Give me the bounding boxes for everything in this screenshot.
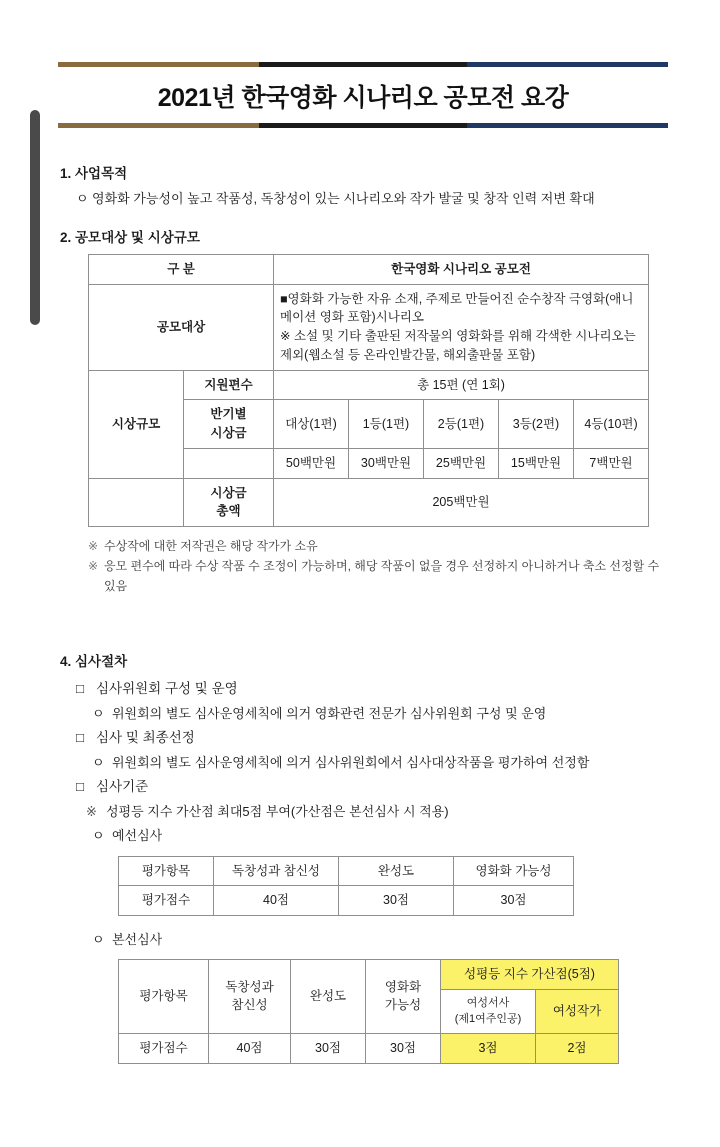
prize-amount-0: 50백만원 [274,448,349,478]
prize-rank-3: 3등(2편) [499,400,574,449]
prelim-row-label-score: 평가점수 [119,886,214,916]
title-top-rule [58,62,668,67]
section-purpose [58,162,668,210]
line-marker: ㅇ [92,706,105,722]
final-gender-sub-0: 여성서사 (제1여주인공) [441,989,536,1033]
rule-segment-navy [467,62,668,67]
eligibility-note-0 [88,537,668,557]
prize-rank-1: 1등(1편) [349,400,424,449]
line-text: 위원회의 별도 심사운영세칙에 의거 영화관련 전문가 심사위원회 구성 및 운영 [112,706,547,722]
prize-rank-0: 대상(1편) [274,400,349,449]
entry-count-value: 총 15편 (연 1회) [274,370,649,400]
line-text: 심사위원회 구성 및 운영 [96,681,238,697]
eligibility-note-1 [88,557,668,597]
col-header-division: 구 분 [89,254,274,284]
prelim-label [92,824,668,848]
final-table [118,959,619,1064]
rule-segment-navy-2 [467,123,668,128]
target-desc-line1: ■영화화 가능한 자유 소재, 주제로 만들어진 순수창작 극영화(애니메이션 영화 포함)시나리오 [280,291,634,325]
final-col-1: 완성도 [291,960,366,1034]
judging-note [86,800,668,824]
final-gender-score-1: 2점 [536,1033,619,1063]
table-row [119,960,619,990]
note-marker: ※ [86,804,97,820]
prize-amount-1: 30백만원 [349,448,424,478]
prelim-table [118,856,574,917]
line-text: 예선심사 [112,828,163,844]
section-purpose-heading: 1. 사업목적 [60,166,128,181]
rule-segment-brown [58,62,259,67]
line-text: 본선심사 [112,932,163,948]
note-text: 성평등 지수 가산점 최대5점 부여(가산점은 본선심사 시 적용) [106,804,449,820]
prelim-row-label-item: 평가항목 [119,856,214,886]
prize-amount-2: 25백만원 [424,448,499,478]
note-text: 응모 편수에 따라 수상 작품 수 조정이 가능하며, 해당 작품이 없을 경우 선정하지 아니하거나 축소 선정할 수 있음 [104,558,660,593]
line-text: 심사 및 최종선정 [96,730,195,746]
title-bottom-rule [58,123,668,128]
final-col-0: 독창성과 참신성 [209,960,291,1034]
final-gender-header: 성평등 지수 가산점(5점) [441,960,619,990]
prelim-score-1: 30점 [339,886,454,916]
judging-line-0 [76,677,668,702]
row-label-half-prize: 반기별 시상금 [184,400,274,449]
row-label-total-prize: 시상금 총액 [184,478,274,527]
final-score-0: 40점 [209,1033,291,1063]
prelim-col-2: 영화화 가능성 [454,856,574,886]
title-block [58,62,668,128]
judging-line-2 [76,726,668,751]
section-purpose-text: 영화화 가능성이 높고 작품성, 독창성이 있는 시나리오와 작가 발굴 및 창작 인력 저변 확대 [92,191,595,206]
row-label-entry-count: 지원편수 [184,370,274,400]
prize-rank-2: 2등(1편) [424,400,499,449]
final-gender-score-0: 3점 [441,1033,536,1063]
note-text: 수상작에 대한 저작권은 해당 작가가 소유 [104,539,318,554]
line-marker: ㅇ [92,932,105,948]
rule-segment-dark [259,62,466,67]
final-score-1: 30점 [291,1033,366,1063]
prize-amount-label-spacer [184,448,274,478]
line-marker: □ [76,730,85,746]
bullet-marker: ㅇ [76,191,89,206]
final-score-2: 30점 [366,1033,441,1063]
final-row-label-item: 평가항목 [119,960,209,1034]
final-table-wrap [118,959,618,1064]
judging-line-3 [92,751,668,775]
line-marker: □ [76,779,85,795]
section-eligibility-heading: 2. 공모대상 및 시상규모 [60,229,200,245]
table-row [119,1033,619,1063]
prelim-score-0: 40점 [214,886,339,916]
row-label-target: 공모대상 [89,284,274,370]
table-row [89,254,649,284]
prelim-score-2: 30점 [454,886,574,916]
eligibility-table-wrap [88,254,648,527]
table-row [119,886,574,916]
total-prize-value: 205백만원 [274,478,649,527]
prize-rank-4: 4등(10편) [574,400,649,449]
table-row [119,856,574,886]
line-marker: ㅇ [92,828,105,844]
rule-segment-dark-2 [259,123,466,128]
prelim-table-wrap [118,856,573,917]
section-eligibility [58,226,668,597]
line-marker: ㅇ [92,755,105,771]
table-row [89,370,649,400]
table-row [89,478,649,527]
final-gender-sub-1: 여성작가 [536,989,619,1033]
prelim-col-1: 완성도 [339,856,454,886]
prize-amount-4: 7백만원 [574,448,649,478]
eligibility-table [88,254,649,527]
judging-line-4 [76,775,668,800]
section-purpose-bullet [76,189,668,210]
final-col-2: 영화화 가능성 [366,960,441,1034]
row-label-award-scale: 시상규모 [89,370,184,478]
document-page [58,62,668,1080]
col-header-contest: 한국영화 시나리오 공모전 [274,254,649,284]
line-text: 위원회의 별도 심사운영세칙에 의거 심사위원회에서 심사대상작품을 평가하여 선정함 [112,755,590,771]
note-marker: ※ [88,558,99,573]
line-text: 심사기준 [96,779,149,795]
prize-amount-3: 15백만원 [499,448,574,478]
judging-line-1 [92,702,668,726]
prelim-col-0: 독창성과 참신성 [214,856,339,886]
table-row [89,284,649,370]
section-judging [58,650,668,1063]
rule-segment-brown-2 [58,123,259,128]
final-row-label-score: 평가점수 [119,1033,209,1063]
target-desc-line2: ※ 소설 및 기타 출판된 저작물의 영화화를 위해 각색한 시나리오는 제외(웹소설 등 온라인발간물, 해외출판물 포함) [280,329,636,362]
line-marker: □ [76,681,85,697]
target-desc-cell [274,284,649,370]
final-label [92,928,668,952]
page-title: 2021년 한국영화 시나리오 공모전 요강 [157,84,569,112]
section-judging-heading: 4. 심사절차 [60,654,128,670]
note-marker: ※ [88,539,99,554]
award-scale-spacer [89,478,184,527]
page-scroll-indicator[interactable] [30,110,40,325]
